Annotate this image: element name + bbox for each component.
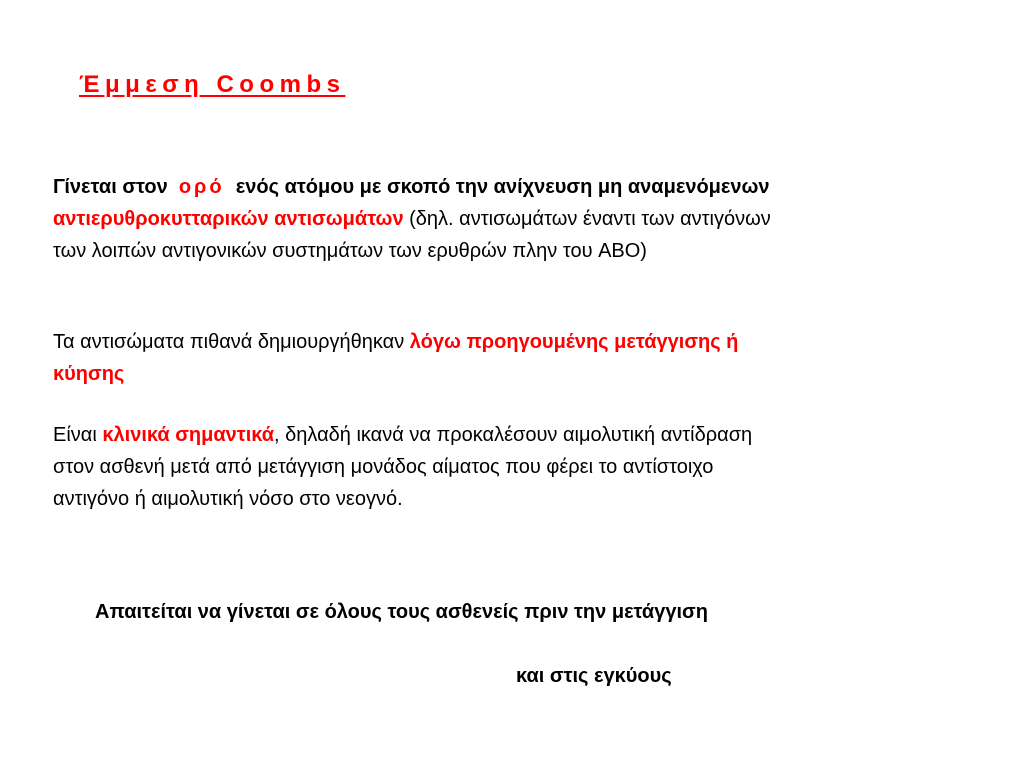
clinically-significant-highlight: κλινικά σημαντικά [102, 424, 275, 446]
paragraph-origin [53, 326, 993, 390]
definition-text-c: (δηλ. αντισωμάτων έναντι των αντιγόνων [409, 208, 771, 230]
requirement-line-2: και στις εγκύους [516, 665, 672, 687]
origin-text-a: Τα αντισώματα πιθανά δημιουργήθηκαν [53, 331, 405, 353]
origin-highlight: λόγω προηγουμένης μετάγγισης ή [409, 331, 739, 353]
paragraph-significance-line-3: αντιγόνο ή αιμολυτική νόσο στο νεογνό. [53, 488, 403, 510]
significance-text-b: , δηλαδή ικανά να προκαλέσουν αιμολυτική αντίδραση [274, 424, 753, 446]
paragraph-definition-line-2 [53, 203, 993, 235]
serum-highlight: ορό [178, 176, 225, 198]
significance-text-a: Είναι [53, 424, 97, 446]
antibodies-highlight: αντιερυθροκυτταρικών αντισωμάτων [53, 208, 404, 230]
definition-text-b: ενός ατόμου με σκοπό την ανίχνευση μη αναμενόμενων [235, 176, 770, 198]
paragraph-definition-line-3: των λοιπών αντιγονικών συστημάτων των ερυθρών πλην του ABO) [53, 240, 647, 262]
requirement-line-1: Απαιτείται να γίνεται σε όλους τους ασθενείς πριν την μετάγγιση [95, 601, 708, 623]
paragraph-definition-line-1 [53, 171, 993, 203]
slide-title: Έμμεση Coombs [79, 71, 346, 98]
paragraph-definition [53, 171, 993, 267]
paragraph-significance-line-2: στον ασθενή μετά από μετάγγιση μονάδος αίματος που φέρει το αντίστοιχο [53, 456, 714, 478]
paragraph-significance-line-1 [53, 419, 993, 451]
definition-text-a: Γίνεται στον [53, 176, 168, 198]
paragraph-origin-line-1 [53, 326, 993, 358]
paragraph-origin-line-2: κύησης [53, 363, 125, 385]
paragraph-significance [53, 419, 993, 515]
